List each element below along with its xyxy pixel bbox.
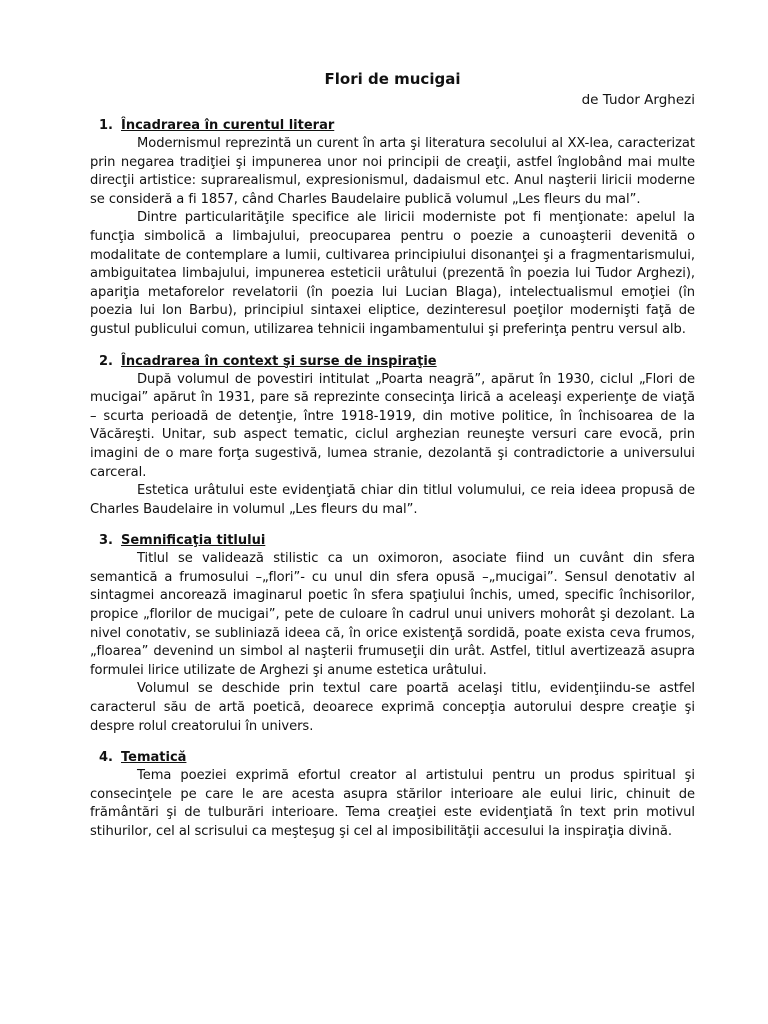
section-title: Semnificaţia titlului	[121, 533, 266, 549]
document-author: de Tudor Arghezi	[581, 92, 695, 108]
paragraph: Estetica urâtului este evidenţiată chiar din titlul volumului, ce reia ideea propusă de Charles Baudelaire in volumul „Les fleurs du mal”.	[90, 483, 695, 517]
paragraph: După volumul de povestiri intitulat „Poarta neagră”, apărut în 1930, ciclul „Flori de mucigai” apărut în 1931, pare să reprezinte consecinţa lirică a aceleaşi experienţe de viaţă – scurta perioadă de detenţie, între 1918-1919, din motive politice, în închisoarea de la Văcăreşti. Unitar, sub aspect tematic, ciclul arghezian reuneşte versuri care evocă, prin imagini de o mare forţa sugestivă, lumea stranie, dezolantă şi contradictorie a universului carceral.	[90, 371, 695, 480]
section-2	[90, 354, 695, 520]
section-heading	[90, 533, 695, 548]
section-4	[90, 750, 695, 841]
section-title: Încadrarea în curentul literar	[121, 118, 335, 133]
section-heading	[90, 354, 695, 369]
section-heading	[90, 750, 695, 765]
section-title: Încadrarea în context şi surse de inspiraţie	[121, 353, 437, 369]
document-title: Flori de mucigai	[324, 70, 461, 88]
section-number: 1.	[99, 118, 113, 133]
section-number: 2.	[99, 353, 113, 369]
paragraph: Dintre particularităţile specifice ale liricii moderniste pot fi menţionate: apelul la funcţia simbolică a limbajului, preocuparea pentru o poezie a cunoaşterii devenită o modalitate de contemplare a lumii, cultivarea principiului disonanţei şi a fragmentarismului, ambiguitatea limbajului, impunerea esteticii urâtului (prezentă în poezia lui Tudor Arghezi), apariţia metaforelor revelatorii (în poezia lui Lucian Blaga), intelectualismul emoţiei (în poezia lui Ion Barbu), principiul sintaxei eliptice, dezinteresul poeţilor modernişti faţă de gustul publicului comun, utilizarea tehnicii ingambamentului şi preferinţa pentru versul alb.	[90, 210, 695, 337]
section-3	[90, 533, 695, 736]
section-1	[90, 118, 695, 340]
section-title: Tematică	[121, 750, 187, 766]
paragraph: Titlul se validează stilistic ca un oximoron, asociate fiind un cuvânt din sfera semantică a frumosului –„flori”- cu unul din sfera opusă –„mucigai”. Sensul denotativ al sintagmei ancorează imaginarul poetic în sfera spaţiului închis, umed, specific închisorilor, propice „florilor de mucigai”, pete de culoare în cadrul unui univers mohorât şi dezolant. La nivel conotativ, se subliniază ideea că, în orice existenţă sordidă, poate exista ceva frumos, „floarea” devenind un simbol al naşterii frumuseţii din urât. Astfel, titlul avertizează asupra formulei lirice utilizate de Arghezi şi anume estetica urâtului.	[90, 551, 695, 678]
paragraph: Modernismul reprezintă un curent în arta şi literatura secolului al XX-lea, caracterizat prin negarea tradiţiei şi impunerea unor noi principii de creaţii, astfel înglobând mai multe direcţii artistice: suprarealismul, expresionismul, dadaismul etc. Anul naşterii liricii moderne se consideră a fi 1857, când Charles Baudelaire publică volumul „Les fleurs du mal”.	[90, 136, 695, 207]
section-number: 4.	[99, 750, 113, 766]
paragraph: Volumul se deschide prin textul care poartă acelaşi titlu, evidenţiindu-se astfel caracterul său de artă poetică, deoarece exprimă concepţia autorului despre creaţie şi despre rolul creatorului în univers.	[90, 681, 695, 734]
section-number: 3.	[99, 533, 113, 549]
section-heading	[90, 118, 695, 133]
paragraph: Tema poeziei exprimă efortul creator al artistului pentru un produs spiritual şi consecinţele pe care le are acesta asupra stărilor interioare ale eului liric, chinuit de frământări şi de tulburări interioare. Tema creaţiei este evidenţiată în text prin motivul stihurilor, cel al scrisului ca meşteşug şi cel al imposibilităţii accesului la inspiraţia divină.	[90, 768, 695, 839]
